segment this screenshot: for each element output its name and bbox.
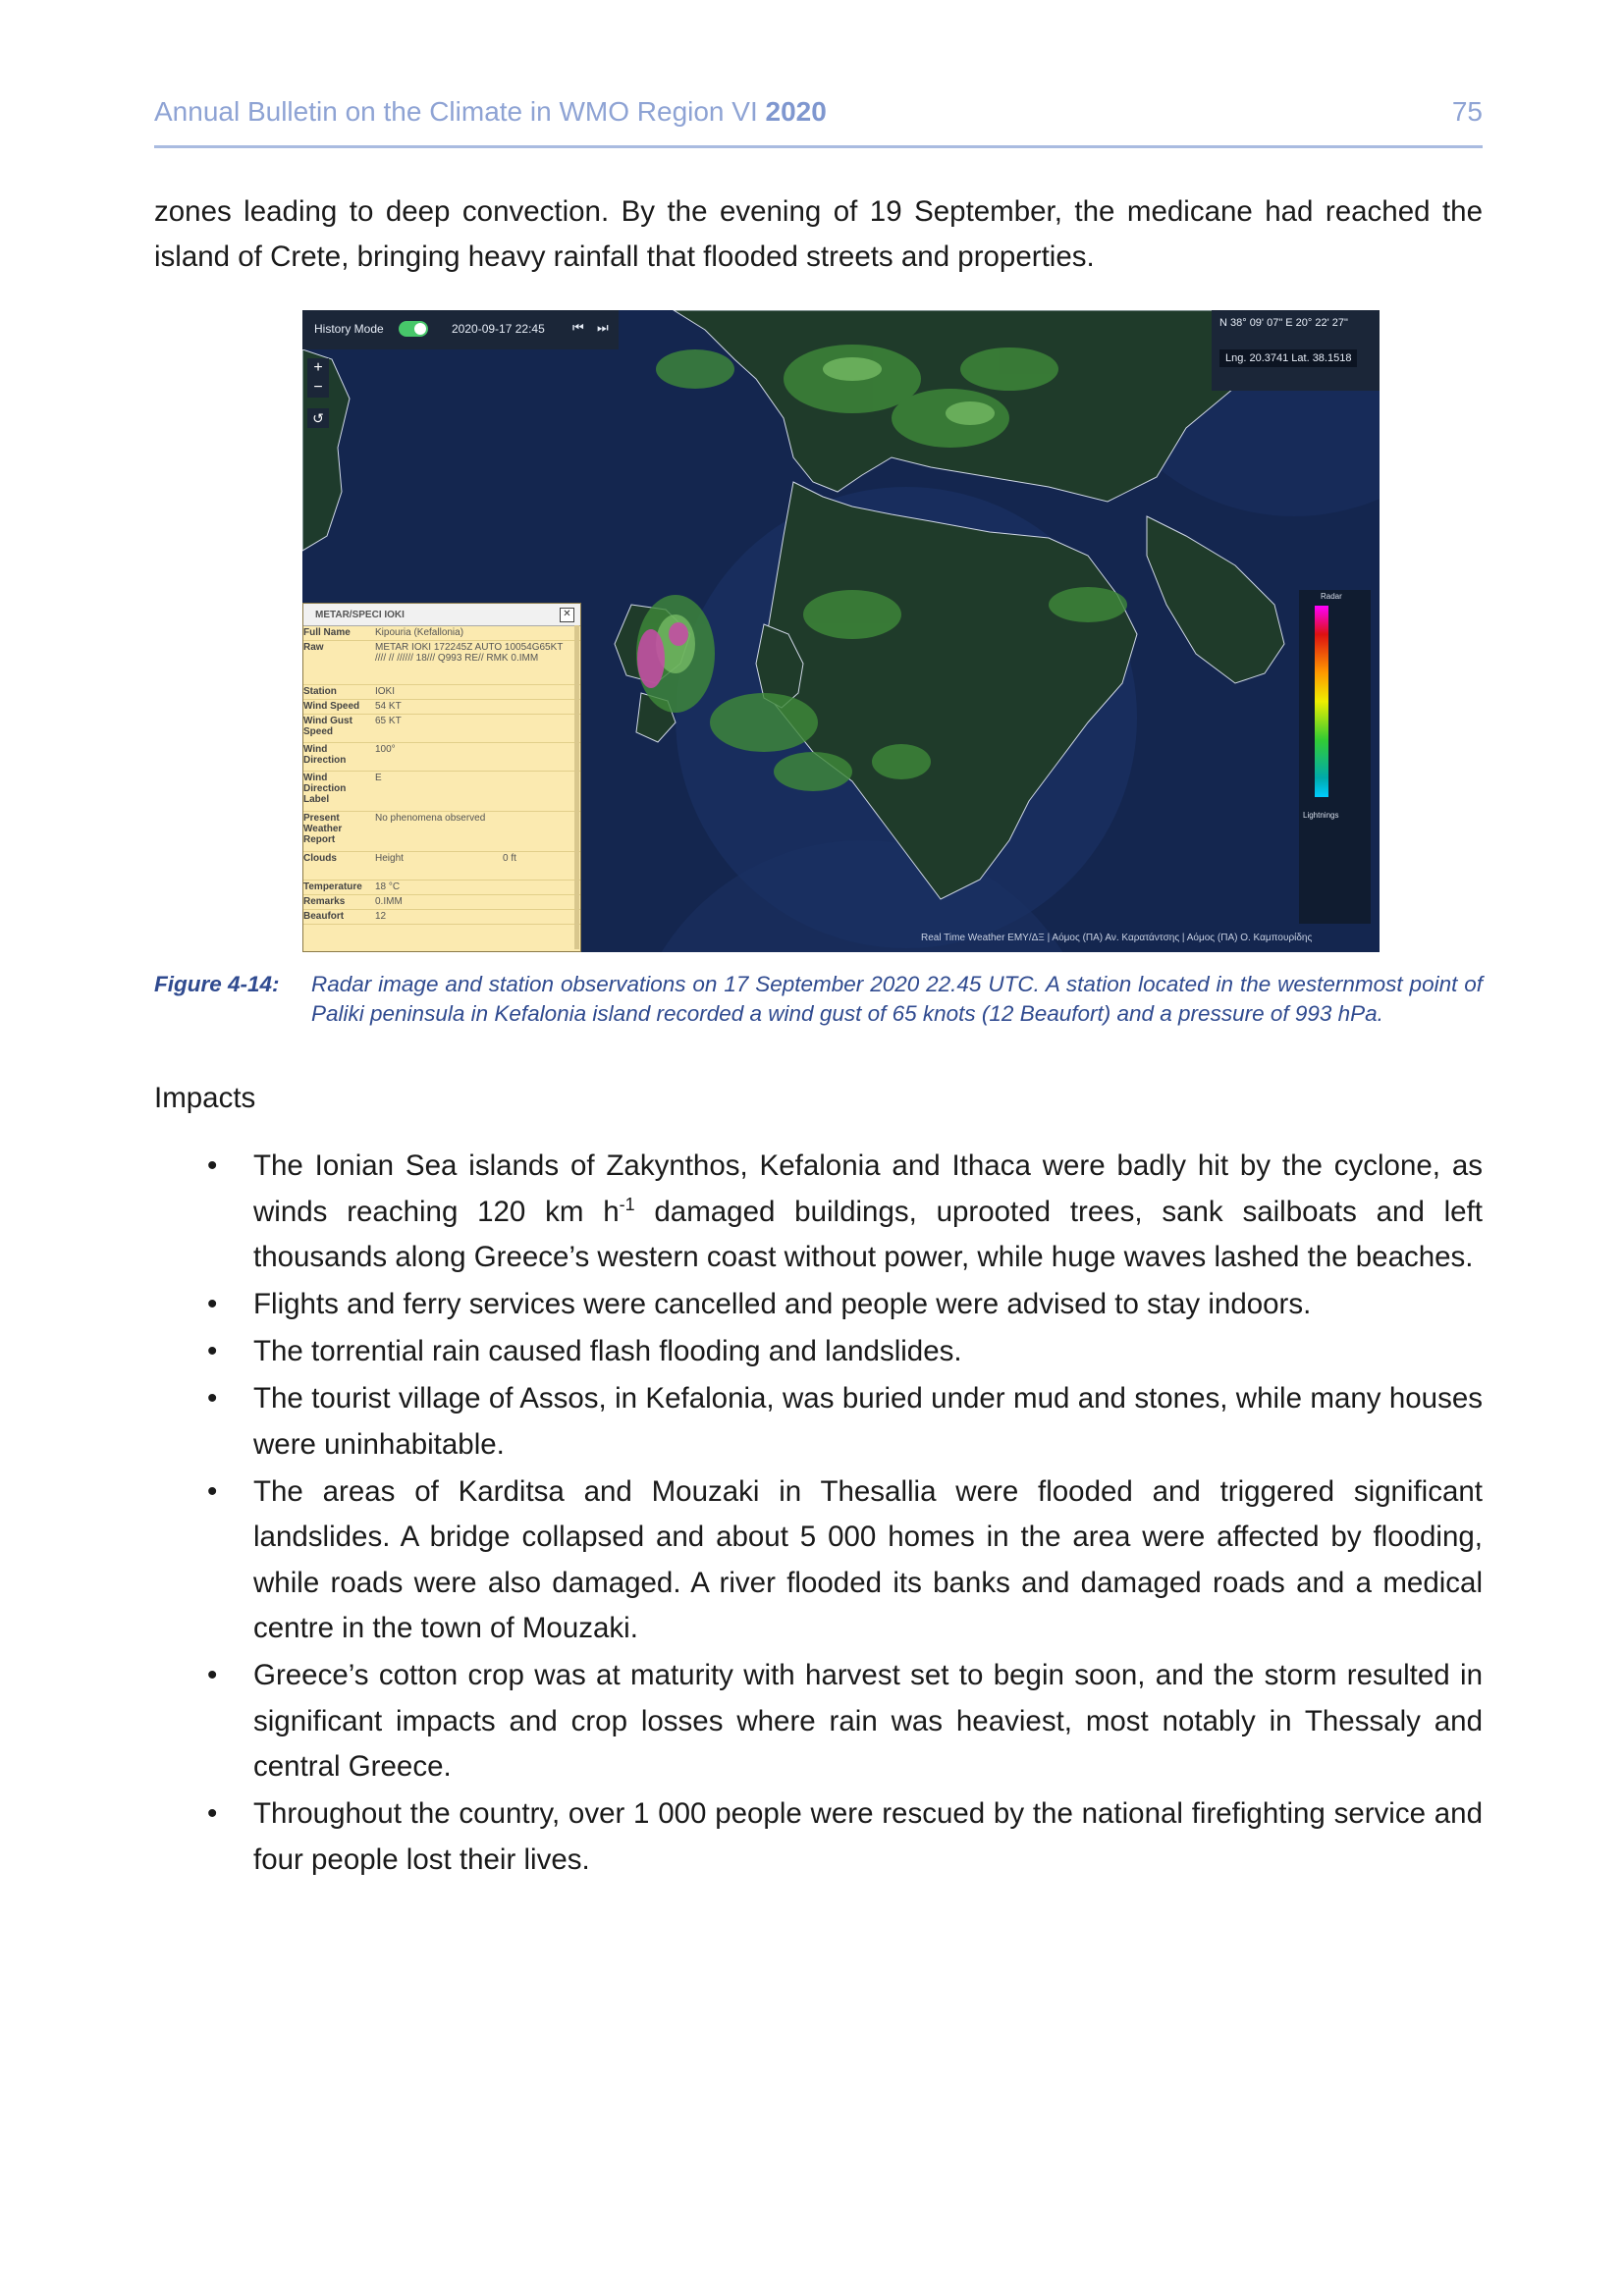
metar-row: Full Name Kipouria (Kefallonia) [303, 626, 580, 641]
bulletin-title: Annual Bulletin on the Climate in WMO Region VI 2020 [154, 96, 827, 127]
intro-paragraph: zones leading to deep convection. By the evening of 19 September, the medicane had reached the island of Crete, bringing heavy rainfall that flooded streets and properties. [154, 195, 1483, 273]
datetime-selector[interactable]: 2020-09-17 22:45 [452, 322, 545, 336]
metar-scrollbar[interactable] [574, 625, 579, 949]
reset-view-icon[interactable]: ↺ [307, 408, 329, 428]
metar-row: Wind Gust Speed 65 KT [303, 715, 580, 743]
history-toolbar [302, 310, 619, 349]
previous-frame-icon[interactable]: ⏮ [572, 320, 584, 335]
list-item: • Flights and ferry services were cancelled and people were advised to stay indoors. [154, 1282, 1483, 1328]
bullet-icon: • [207, 1797, 218, 1830]
list-item: • The tourist village of Assos, in Kefalonia, was buried under mud and stones, while many houses were uninhabitable. [154, 1376, 1483, 1468]
list-item: • The Ionian Sea islands of Zakynthos, Kefalonia and Ithaca were badly hit by the cyclone, as winds reaching 120 km $h^{-1}$ damaged buildings, uprooted trees, sank sailboats and left thousands along Greece’s western coast without power, while huge waves lashed the beaches. [154, 1144, 1483, 1281]
metar-row: Temperature 18 °C [303, 881, 580, 895]
metar-popup-title: METAR/SPECI IOKI [315, 610, 405, 620]
metar-row: Wind Direction 100° [303, 743, 580, 772]
radar-legend-title: Radar [1321, 592, 1342, 601]
coordinate-readout [1212, 310, 1380, 391]
list-item: • The torrential rain caused flash flooding and landslides. [154, 1329, 1483, 1375]
list-item: • Greece’s cotton crop was at maturity with harvest set to begin soon, and the storm resulted in significant impacts and crop losses where rain was heaviest, most notably in Thessaly and central Greece. [154, 1653, 1483, 1790]
impacts-list [154, 1144, 1483, 1885]
next-frame-icon[interactable]: ⏭ [597, 320, 609, 335]
caption-text: Radar image and station observations on 17 September 2020 22.45 UTC. A station located in the westernmost point of Paliki peninsula in Kefalonia island recorded a wind gust of 65 knots (12 Beaufort) and a pressure of 993 hPa. [311, 972, 1483, 1026]
metar-popup [302, 603, 581, 952]
metar-row: Station IOKI [303, 685, 580, 700]
radar-color-scale [1315, 606, 1328, 797]
zoom-controls [307, 358, 329, 398]
bullet-icon: • [207, 1474, 218, 1508]
zoom-in-icon[interactable]: + [313, 359, 323, 376]
coordinate-dms: N 38° 09' 07" E 20° 22' 27" [1219, 317, 1348, 329]
page-number: 75 [1451, 96, 1483, 127]
metar-row: Wind Speed 54 KT [303, 700, 580, 715]
metar-row: Clouds Height 0 ft [303, 852, 580, 881]
metar-row: Present Weather Report No phenomena observed [303, 812, 580, 852]
map-credit: Real Time Weather EMY/ΔΞ | Αόμος (ΠΑ) Αν. Καρατάντσης | Αόμος (ΠΑ) Ο. Καμπουρίδης [921, 933, 1313, 943]
radar-legend [1299, 590, 1371, 924]
close-icon[interactable]: ✕ [560, 608, 574, 622]
metar-row: Remarks 0.IMM [303, 895, 580, 910]
history-mode-label: History Mode [314, 322, 384, 336]
caption-label: Figure 4-14: [154, 972, 280, 996]
coordinate-decimal: Lng. 20.3741 Lat. 38.1518 [1219, 349, 1357, 367]
section-heading: Impacts [154, 1082, 256, 1114]
lightning-legend-title: Lightnings [1303, 811, 1339, 820]
bullet-icon: • [207, 1382, 218, 1415]
history-mode-toggle[interactable] [399, 321, 428, 337]
metar-row: Raw METAR IOKI 172245Z AUTO 10054G65KT //// // ////// 18/// Q993 RE// RMK 0.IMM [303, 641, 580, 685]
radar-figure [302, 310, 1380, 952]
metar-row: Wind Direction Label E [303, 772, 580, 812]
bullet-icon: • [207, 1149, 218, 1182]
metar-row: Beaufort 12 [303, 910, 580, 925]
page-header [154, 96, 1483, 148]
bullet-icon: • [207, 1335, 218, 1367]
bullet-icon: • [207, 1659, 218, 1691]
metar-popup-header [303, 604, 580, 626]
list-item: • Throughout the country, over 1 000 people were rescued by the national firefighting service and four people lost their lives. [154, 1791, 1483, 1883]
zoom-out-icon[interactable]: − [313, 379, 323, 396]
bullet-icon: • [207, 1288, 218, 1320]
list-item: • The areas of Karditsa and Mouzaki in Thesallia were flooded and triggered significant landslides. A bridge collapsed and about 5 000 homes in the area were affected by flooding, while roads were also damaged. A river flooded its banks and damaged roads and a medical centre in the town of Mouzaki. [154, 1469, 1483, 1652]
